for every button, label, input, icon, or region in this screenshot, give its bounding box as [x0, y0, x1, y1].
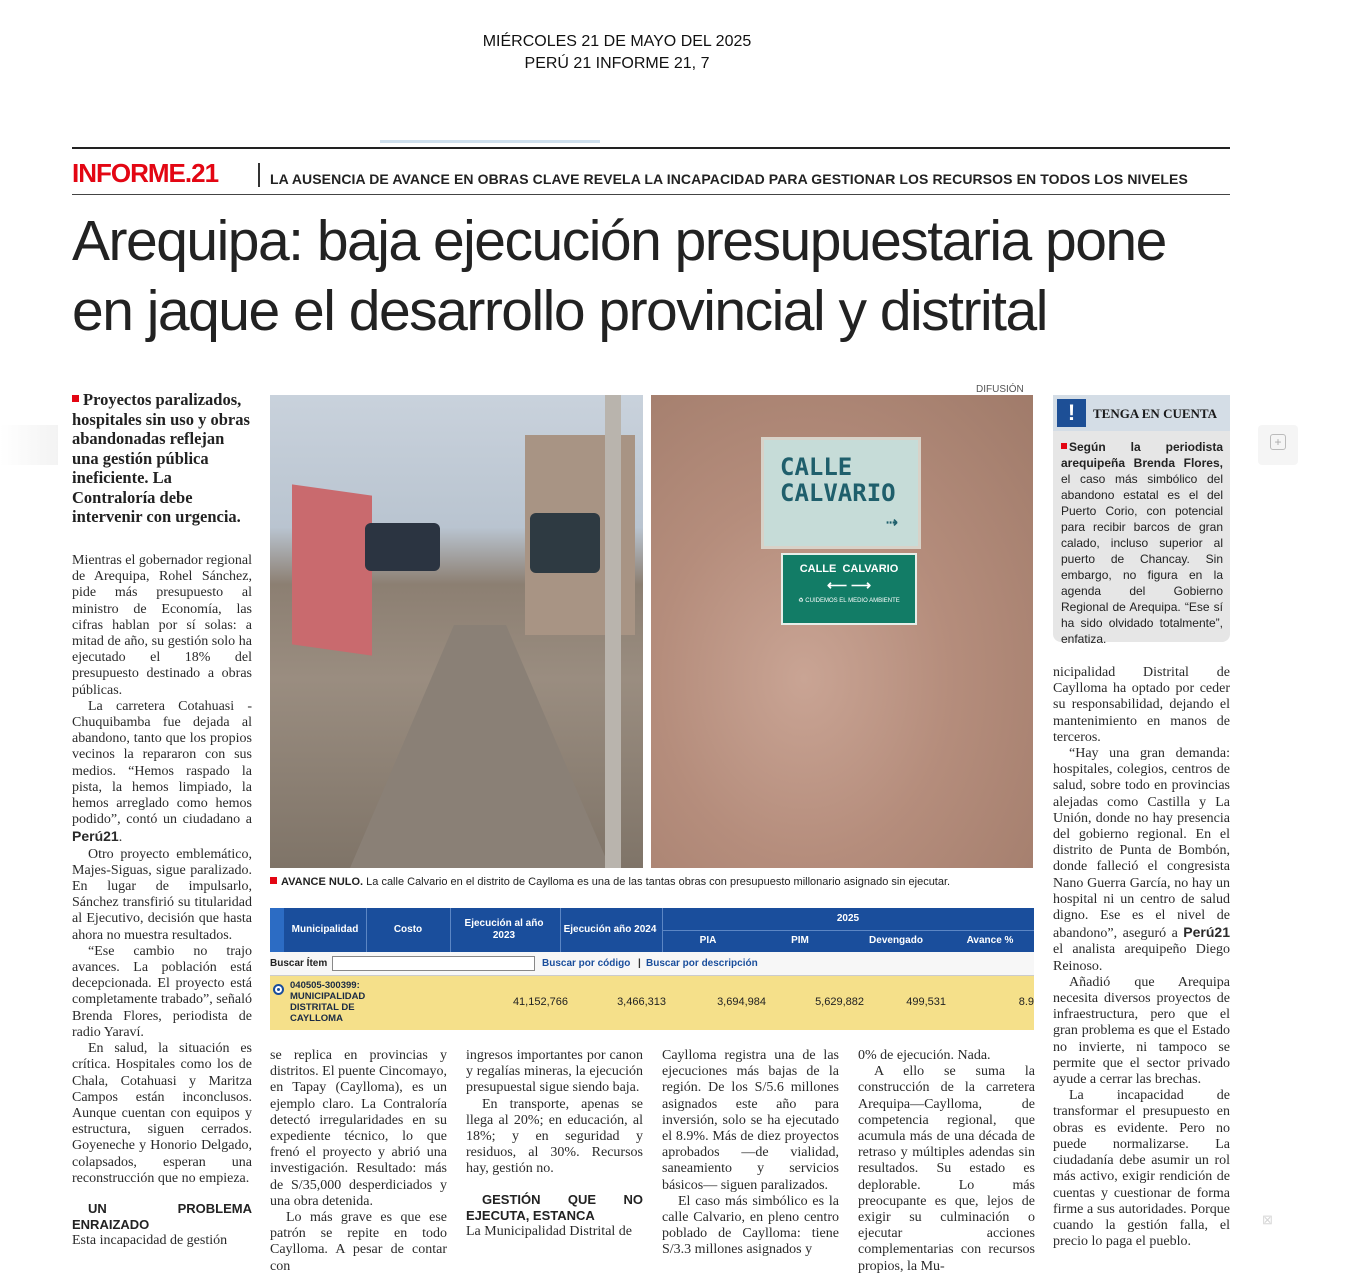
subheading: GESTIÓN QUE NO EJECUTA, ESTANCA [466, 1191, 643, 1223]
paragraph: nicipalidad Distrital de Caylloma ha optado por ceder su responsabilidad, dejando el mantenimiento en manos de terceros. [1053, 665, 1230, 745]
box-body: Según la periodista arequipeña Brenda Flores, el caso más simbólico del abandono estatal es el del Puerto Corio, con potencial para recibir barcos de gran calado, incluso superior al puerto de Chancay. Sin embargo, no figura en la agenda del Gobierno Regional de Arequipa. “Ese sí ha sido olvidado totalmente”, enfatiza. [1061, 440, 1223, 646]
col-pim: PIM [791, 935, 809, 946]
cell-pia: 3,694,984 [717, 996, 766, 1008]
road-shape [350, 625, 610, 868]
top-rule [72, 147, 1230, 149]
search-label: Buscar Ítem [270, 958, 328, 969]
paragraph: El caso más simbólico es la calle Calvario, en pleno centro poblado de Caylloma: tiene S/3.3 millones asignados y [662, 1193, 839, 1258]
paragraph: Añadió que Arequipa necesita diversos proyectos de infraestructura, pero que el gran problema es que el Estado no invierte, ni tampoco se permite que el sector privado ayude a cerrar las brechas. [1053, 974, 1230, 1088]
column-5 [858, 1048, 1035, 1275]
subheading: UN PROBLEMA ENRAIZADO [72, 1200, 252, 1233]
arrow-right-icon: ⇢ [885, 509, 898, 533]
paragraph: 0% de ejecución. Nada. [858, 1048, 991, 1063]
cell-ejec-2024: 3,466,313 [617, 996, 666, 1008]
search-separator: | [638, 958, 641, 969]
left-edge-overlay [0, 425, 58, 465]
paragraph: A ello se suma la construcción de la carretera Arequipa—Caylloma, de competencia regional, que acumula más de una década de retraso y múltiples adendas sin resultados. Su estado es deplorable. Lo más preocupante es que, lejos de exigir su culminación o ejecutar acciones complementarias con recursos propios, la Mu- [858, 1064, 1035, 1274]
column-1 [72, 553, 252, 1250]
recycle-icon: ♻ [798, 598, 804, 604]
photo-caption: AVANCE NULO. La calle Calvario en el distrito de Caylloma es una de las tantas obras con presupuesto millonario asignado sin ejecutar. [270, 875, 1034, 889]
red-square-icon [72, 395, 79, 402]
plus-icon: + [1270, 434, 1286, 450]
kicker: LA AUSENCIA DE AVANCE EN OBRAS CLAVE REVELA LA INCAPACIDAD PARA GESTIONAR LOS RECURSOS EN TODOS LOS NIVELES [270, 171, 1188, 187]
column-4 [662, 1048, 839, 1259]
table-row [270, 976, 1034, 1030]
date-line: MIÉRCOLES 21 DE MAYO DEL 2025 [482, 33, 752, 50]
street-photo [270, 395, 643, 868]
paragraph: “Ese cambio no trajo avances. La población está decepcionada. El proyecto está completamente trabado”, señaló Brenda Flores, periodista de radio Yaraví. [72, 943, 252, 1040]
cell-avance: 8.9 [1018, 996, 1034, 1008]
sign-photo [651, 395, 1033, 868]
col-municipalidad: Municipalidad [291, 924, 359, 935]
search-by-code-link[interactable]: Buscar por código [542, 958, 631, 969]
col-devengado: Devengado [869, 935, 923, 946]
section-tag: INFORME.21 [72, 158, 219, 188]
street-sign-new: CALLE CALVARIO ⟵ ⟶ ♻ CUIDEMOS EL MEDIO AMBIENTE [781, 553, 917, 625]
row-radio[interactable] [273, 984, 284, 995]
paragraph: La carretera Cotahuasi - Chuquibamba fue dejada al abandono, tanto que los propios vecinos la repararon con sus medios. “Hemos raspado la pista, la hemos limpiado, la hemos arreglado como hemos podido”, contó un ciudadano a Perú21. [72, 698, 252, 846]
search-input[interactable] [332, 956, 535, 971]
decorative-strip [380, 140, 600, 143]
col-ejec-2024: Ejecución año 2024 [563, 924, 657, 935]
paragraph: En salud, la situación es crítica. Hospitales como los de Chala, Cotahuasi y Maritza Campos están inconclusos. Aunque cuentan con equipos y estructura, siguen cerrados. Goyeneche y Honorio Delgado, colapsados, esperan una reconstrucción que no empieza. [72, 1041, 252, 1186]
column-6 [1053, 665, 1230, 1250]
paragraph: Lo más grave es que ese patrón se repite en todo Caylloma. A pesar de contar con [270, 1210, 447, 1274]
red-square-icon [1061, 443, 1067, 449]
col-costo: Costo [393, 924, 423, 935]
kicker-rule [72, 194, 1230, 195]
paragraph: Caylloma registra una de las ejecuciones más bajas de la región. De los S/5.6 millones asignados este año para inversión, solo se ha ejecutado el 8.9%. Más de diez proyectos aprobados —de vialidad, saneamiento y servicios básicos— siguen paralizados. [662, 1048, 839, 1193]
corner-icon: ⊠ [1262, 1212, 1273, 1227]
car-shape [365, 523, 440, 571]
cell-pim: 5,629,882 [815, 996, 864, 1008]
paragraph: Otro proyecto emblemático, Majes-Siguas, sigue paralizado. En lugar de impulsarlo, Sánchez transfirió su titularidad al Ejecutivo, decisión que hasta ahora no muestra resultados. [72, 846, 252, 943]
house-shape [292, 484, 372, 655]
section-separator [258, 163, 260, 187]
paragraph: La incapacidad de transformar el presupuesto en obras es evidente. Pero no puede normalizarse. La ciudadanía debe asumir un rol más activo, exigir rendición de cuentas y cuestionar de forma firme a sus autoridades. Porque cuando la gestión falla, el precio lo paga el pueblo. [1053, 1088, 1230, 1250]
exclamation-icon: ! [1057, 399, 1086, 427]
col-avance: Avance % [966, 935, 1014, 946]
column-3 [466, 1048, 643, 1240]
paragraph: Mientras el gobernador regional de Arequipa, Rohel Sánchez, pide más presupuesto al ministro de Economía, las cifras hablan por sí solas: a mitad de año, su gestión solo ha ejecutado el 18% del presupuesto destinado a obras públicas. [72, 553, 252, 698]
cell-costo: 41,152,766 [512, 996, 568, 1008]
paragraph: En transporte, apenas se llega al 20%; en educación, al 18%; y en seguridad y residuos, al 30%. Recursos hay, gestión no. [466, 1096, 643, 1177]
paragraph: “Hay una gran demanda: hospitales, colegios, centros de salud, sobre todo en provincias alejadas como Castilla y La Unión, donde no hay presencia del gobierno regional. En el distrito de Punta de Bombón, donde falleció el congresista Nano Guerra García, no hay un hospital ni un centro de salud digno. Ese es el nivel de abandono”, aseguró a Perú21 el analista arequipeño Diego Reinoso. [1053, 746, 1230, 974]
col-pia: PIA [699, 935, 717, 946]
street-sign-old: CALLE CALVARIO ⇢ [761, 437, 921, 549]
add-button[interactable] [1258, 425, 1298, 465]
row-name: 040505-300399: MUNICIPALIDAD DISTRITAL DE CAYLLOMA [290, 980, 366, 1024]
truck-shape [530, 513, 600, 573]
search-by-description-link[interactable]: Buscar por descripción [646, 958, 758, 969]
box-title: TENGA EN CUENTA [1093, 406, 1218, 421]
col-ejec-2023: Ejecución al año 2023 [464, 918, 544, 941]
col-2025: 2025 [836, 913, 860, 924]
headline: Arequipa: baja ejecución presupuestaria pone en jaque el desarrollo provincial y distrital [72, 209, 1166, 343]
lead-text: Proyectos paralizados, hospitales sin uso y obras abandonadas reflejan una gestión pública ineficiente. La Contraloría debe intervenir con urgencia. [72, 390, 250, 526]
page-line: PERÚ 21 INFORME 21, 7 [524, 55, 710, 72]
brand-name: Perú21 [1183, 924, 1230, 941]
cell-devengado: 499,531 [906, 996, 946, 1008]
red-square-icon [270, 877, 277, 884]
photo-credit: DIFUSIÓN [976, 384, 1024, 395]
lead [72, 390, 252, 527]
paragraph: Esta incapacidad de gestión [72, 1233, 228, 1249]
pole-shape [605, 395, 621, 868]
tenga-en-cuenta-box [1053, 395, 1230, 646]
left-right-arrow-icon: ⟵ ⟶ [826, 577, 872, 593]
paragraph: La Municipalidad Distrital de [466, 1224, 633, 1240]
column-2 [270, 1048, 447, 1275]
brand-name: Perú21 [72, 828, 119, 845]
paragraph: se replica en provincias y distritos. El puente Cincomayo, en Tapay (Caylloma), es un ejemplo claro. La Contraloría detectó irregularidades en su expediente técnico, lo que frenó el proyecto y abrió una investigación. Resultado: más de S/35,000 desperdiciados y una obra detenida. [270, 1048, 447, 1209]
table-search [270, 952, 1034, 976]
budget-table [270, 908, 1034, 1030]
paragraph: ingresos importantes por canon y regalías mineras, la ejecución presupuestal sigue siendo baja. [466, 1048, 643, 1096]
